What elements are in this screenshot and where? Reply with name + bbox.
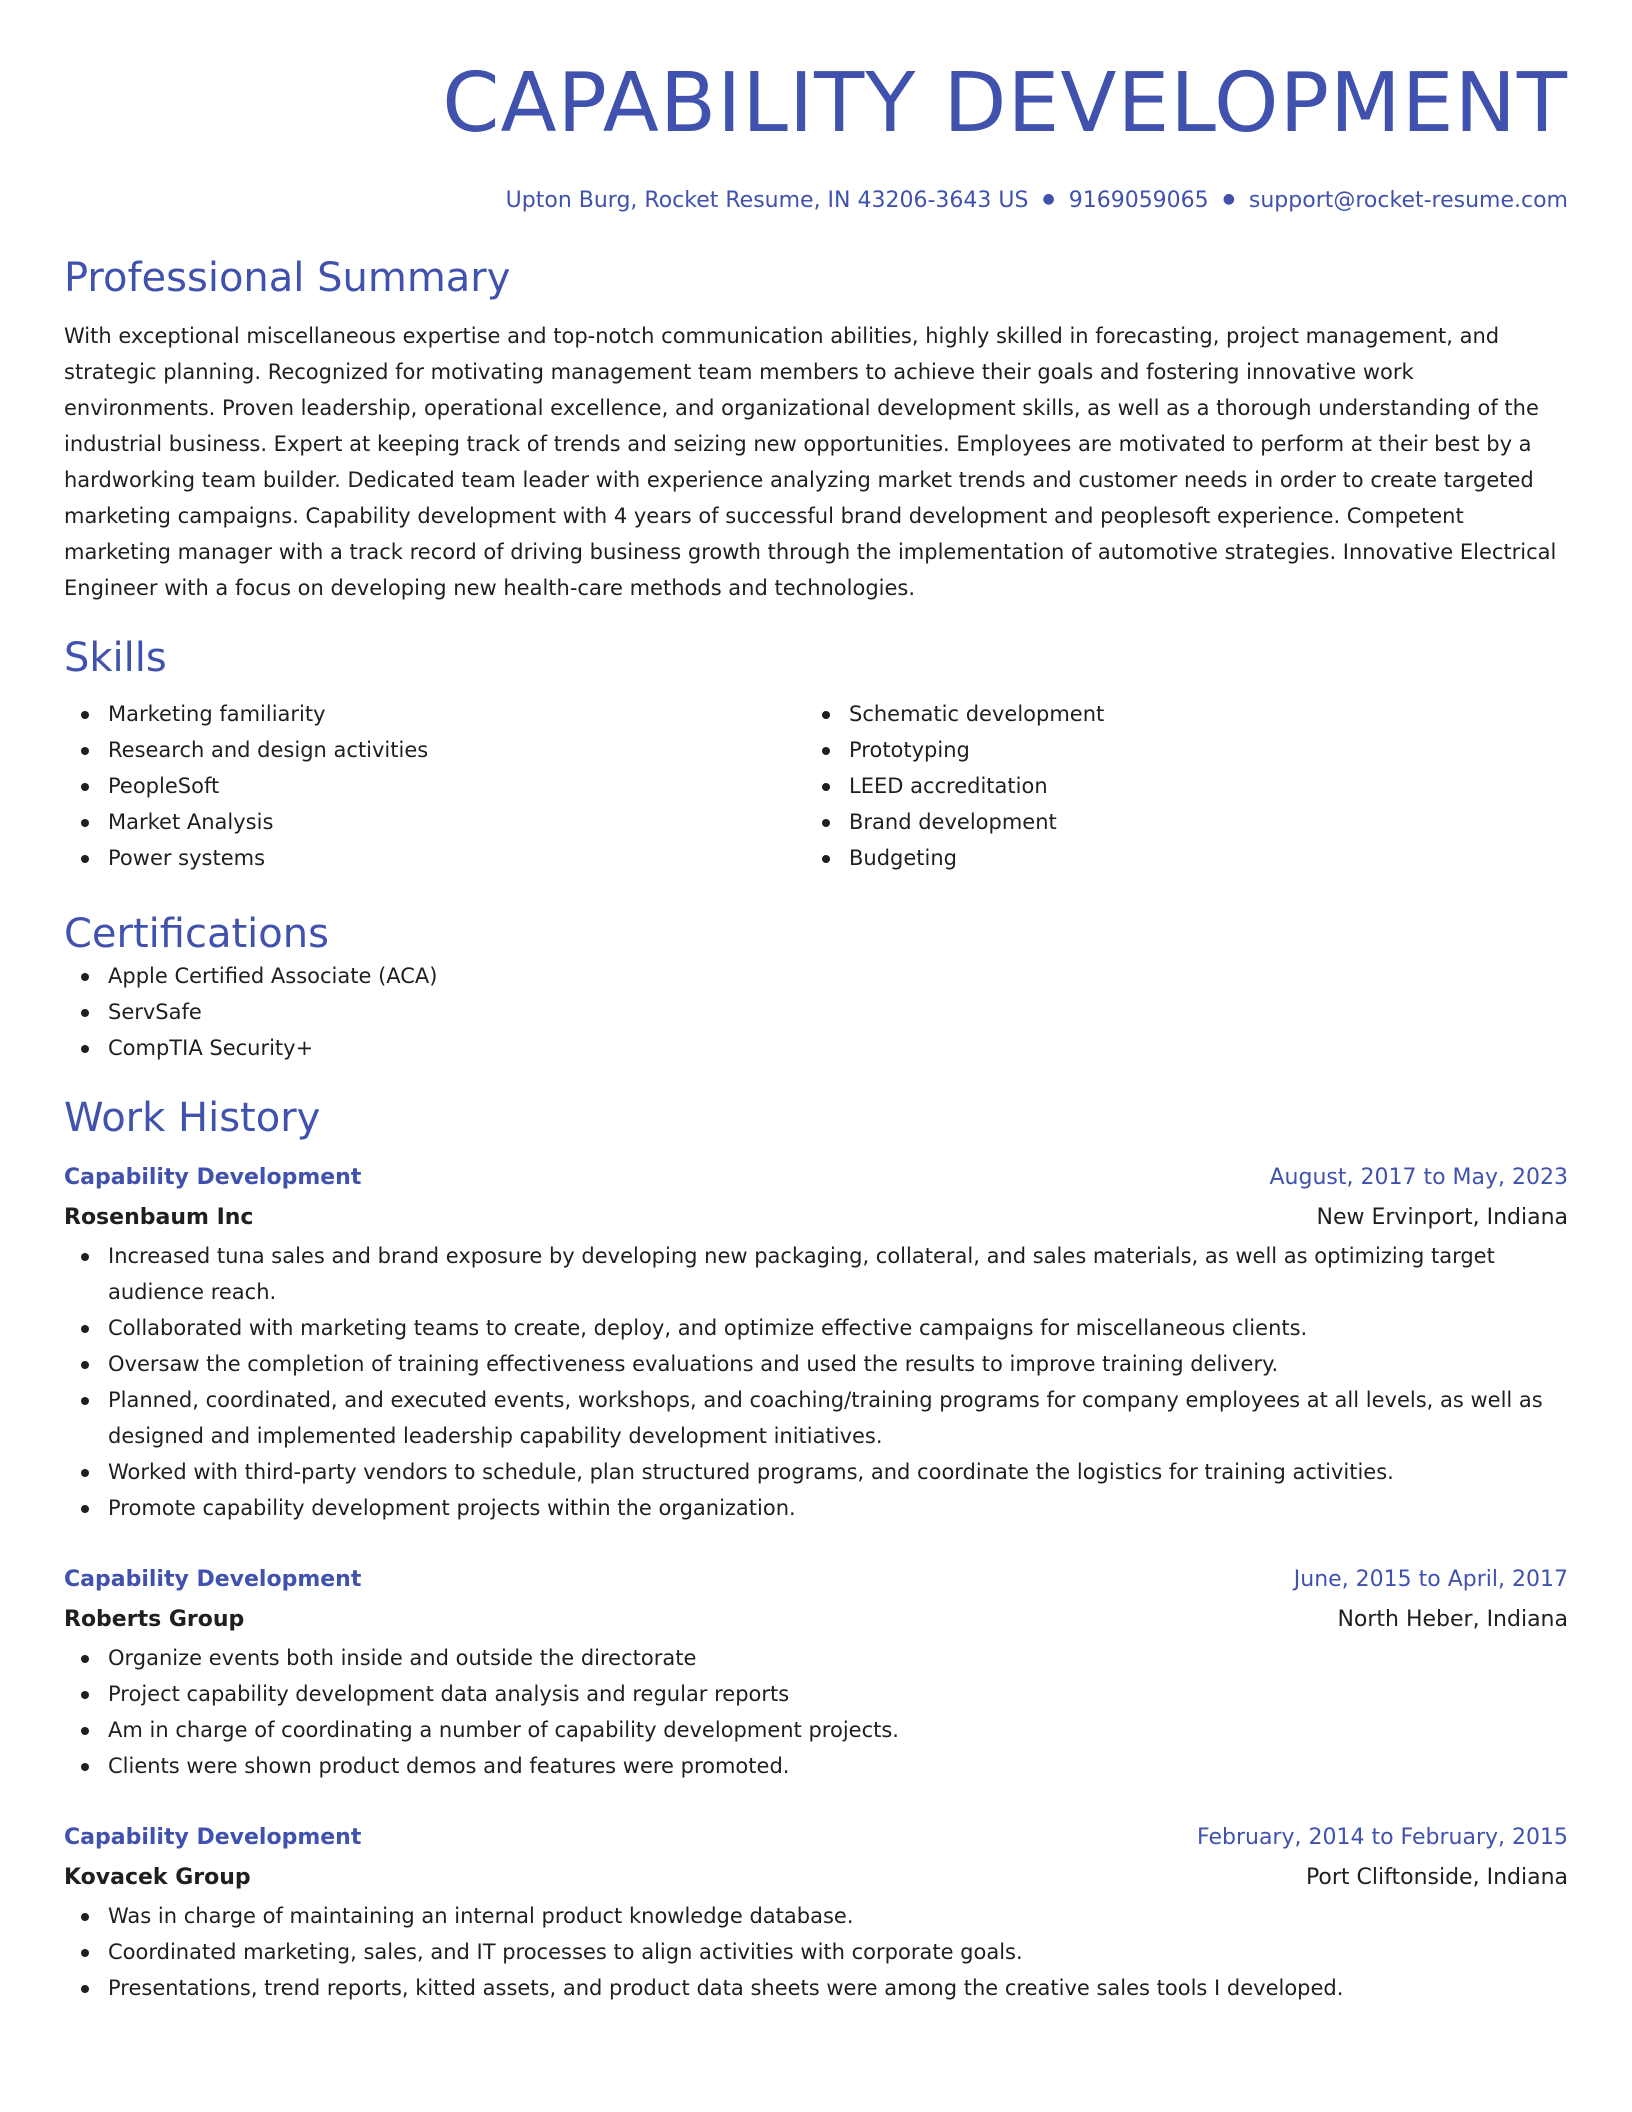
- skills-heading: Skills: [64, 635, 167, 681]
- job-duty: Organize events both inside and outside the directorate: [64, 1640, 1568, 1676]
- skill-item: Power systems: [64, 840, 805, 876]
- job-duty: Coordinated marketing, sales, and IT processes to align activities with corporate goals.: [64, 1934, 1568, 1970]
- job-duties-list: [64, 1238, 1568, 1526]
- job-location: North Heber, Indiana: [1337, 1607, 1568, 1632]
- work-history-heading: Work History: [64, 1095, 321, 1141]
- job-location: New Ervinport, Indiana: [1316, 1205, 1568, 1230]
- job-company-row: [64, 1858, 1568, 1898]
- skill-item: PeopleSoft: [64, 768, 805, 804]
- contact-email: support@rocket-resume.com: [1248, 188, 1568, 213]
- job-duty: Project capability development data analysis and regular reports: [64, 1676, 1568, 1712]
- job-duty: Was in charge of maintaining an internal product knowledge database.: [64, 1898, 1568, 1934]
- certification-item: ServSafe: [64, 994, 1568, 1030]
- job-duty: Oversaw the completion of training effectiveness evaluations and used the results to improve training delivery.: [64, 1346, 1568, 1382]
- skills-list-right: [805, 696, 1546, 876]
- job-title-row: [64, 1818, 1568, 1858]
- job-duty: Increased tuna sales and brand exposure by developing new packaging, collateral, and sales materials, as well as optimizing target audience reach.: [64, 1238, 1568, 1310]
- job-duty: Am in charge of coordinating a number of capability development projects.: [64, 1712, 1568, 1748]
- job-duty: Promote capability development projects within the organization.: [64, 1490, 1568, 1526]
- contact-phone: 9169059065: [1068, 188, 1209, 213]
- job-company-row: [64, 1600, 1568, 1640]
- candidate-name: CAPABILITY DEVELOPMENT: [442, 56, 1568, 151]
- skill-item: Research and design activities: [64, 732, 805, 768]
- job-company-row: [64, 1198, 1568, 1238]
- skill-item: Schematic development: [805, 696, 1546, 732]
- job-company: Kovacek Group: [64, 1865, 251, 1890]
- summary-heading: Professional Summary: [64, 255, 511, 301]
- separator-dot-icon: ●: [1222, 191, 1235, 207]
- job-entry: [64, 1158, 1568, 1526]
- separator-dot-icon: ●: [1042, 191, 1055, 207]
- job-company: Roberts Group: [64, 1607, 245, 1632]
- skill-item: Market Analysis: [64, 804, 805, 840]
- job-title-row: [64, 1158, 1568, 1198]
- certification-item: Apple Certified Associate (ACA): [64, 958, 1568, 994]
- certifications-list: [64, 958, 1568, 1066]
- job-duty: Collaborated with marketing teams to create, deploy, and optimize effective campaigns for miscellaneous clients.: [64, 1310, 1568, 1346]
- job-title: Capability Development: [64, 1165, 362, 1190]
- job-duty: Worked with third-party vendors to schedule, plan structured programs, and coordinate the logistics for training activities.: [64, 1454, 1568, 1490]
- skills-list-left: [64, 696, 805, 876]
- job-title: Capability Development: [64, 1567, 362, 1592]
- job-duty: Planned, coordinated, and executed events, workshops, and coaching/training programs for company employees at all levels, as well as designed and implemented leadership capability development initiatives.: [64, 1382, 1568, 1454]
- skill-item: Budgeting: [805, 840, 1546, 876]
- job-title-row: [64, 1560, 1568, 1600]
- summary-text: With exceptional miscellaneous expertise and top-notch communication abilities, highly skilled in forecasting, project management, and strategic planning. Recognized for motivating management team members to achieve their goals and fostering innovative work environments. Proven leadership, operational excellence, and organizational development skills, as well as a thorough understanding of the industrial business. Expert at keeping track of trends and seizing new opportunities. Employees are motivated to perform at their best by a hardworking team builder. Dedicated team leader with experience analyzing market trends and customer needs in order to create targeted marketing campaigns. Capability development with 4 years of successful brand development and peoplesoft experience. Competent marketing manager with a track record of driving business growth through the implementation of automotive strategies. Innovative Electrical Engineer with a focus on developing new health-care methods and technologies.: [64, 324, 1557, 600]
- job-duties-list: [64, 1898, 1568, 2006]
- work-history-section: [64, 1094, 1568, 2006]
- skill-item: LEED accreditation: [805, 768, 1546, 804]
- job-dates: February, 2014 to February, 2015: [1197, 1825, 1568, 1850]
- skill-item: Brand development: [805, 804, 1546, 840]
- resume-header: [64, 56, 1568, 216]
- job-duty: Presentations, trend reports, kitted assets, and product data sheets were among the creative sales tools I developed.: [64, 1970, 1568, 2006]
- job-duty: Clients were shown product demos and features were promoted.: [64, 1748, 1568, 1784]
- job-dates: June, 2015 to April, 2017: [1293, 1567, 1568, 1592]
- contact-address: Upton Burg, Rocket Resume, IN 43206-3643 US: [505, 188, 1029, 213]
- certifications-heading: Certifications: [64, 911, 329, 957]
- certification-item: CompTIA Security+: [64, 1030, 1568, 1066]
- job-company: Rosenbaum Inc: [64, 1205, 254, 1230]
- certifications-section: [64, 910, 1568, 1066]
- job-title: Capability Development: [64, 1825, 362, 1850]
- skills-grid: [64, 696, 1568, 876]
- skills-section: [64, 634, 1568, 876]
- summary-section: [64, 254, 1568, 606]
- job-location: Port Cliftonside, Indiana: [1305, 1865, 1568, 1890]
- job-entry: [64, 1560, 1568, 1784]
- job-entry: [64, 1818, 1568, 2006]
- skill-item: Marketing familiarity: [64, 696, 805, 732]
- skill-item: Prototyping: [805, 732, 1546, 768]
- job-dates: August, 2017 to May, 2023: [1269, 1165, 1568, 1190]
- contact-line: [64, 186, 1568, 216]
- job-duties-list: [64, 1640, 1568, 1784]
